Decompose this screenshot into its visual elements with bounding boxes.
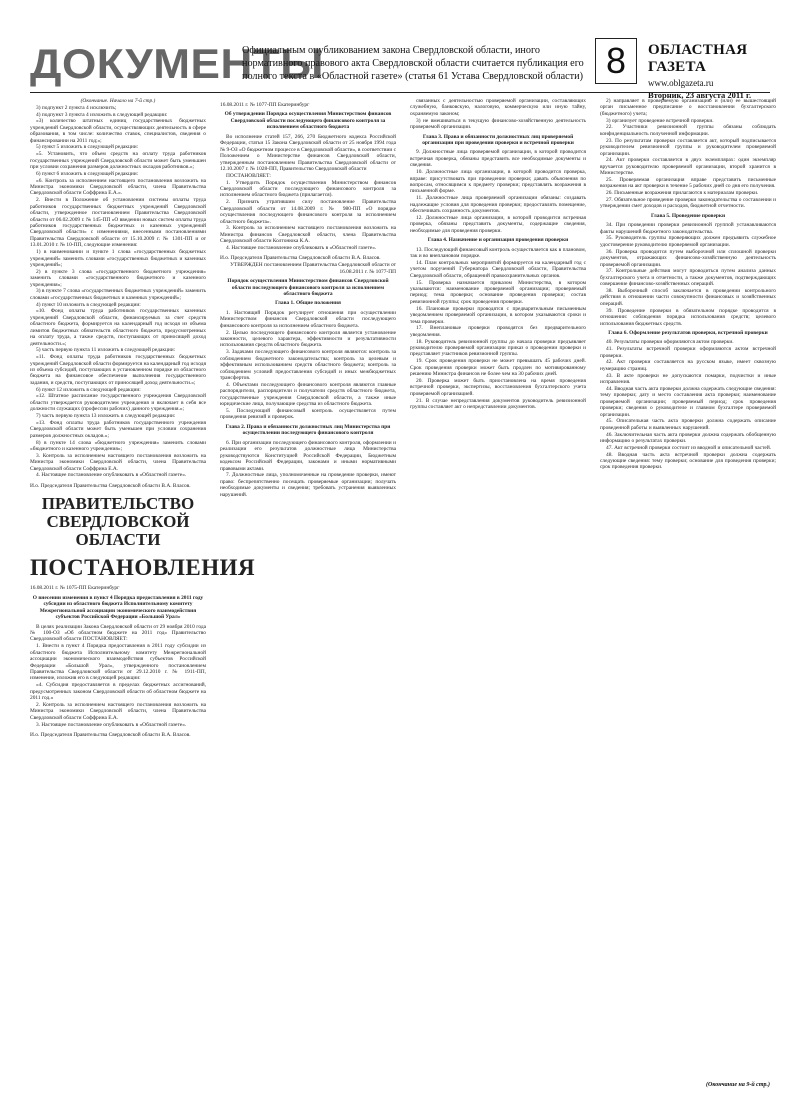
chapter2-items [220, 440, 396, 498]
paragraph: 3) в пункте 7 слова «государственных бюджетных учреждений» заменить словами «государственных бюджетных и казенных учреждений»; [30, 288, 206, 301]
paragraph: 1) в наименовании и пункте 1 слова «государственных бюджетных учреждений» заменить словами «государственных бюджетных и казенных учреждений»; [30, 249, 206, 268]
paragraph: 4. Настоящее постановление опубликовать в «Областной газете». [226, 245, 377, 251]
paragraph: 3. Контроль за исполнением настоящего постановления возложить на Министра экономики Свердловской области, члена Правительства Свердловской области Соффрина Е.А. [30, 452, 206, 472]
paragraph: 38. Выборочный способ заключается в проведении контрольного действия в отношении части совокупности финансовых и хозяйственных операций. [600, 287, 776, 307]
paragraph: 2) направляет в проверяемую организацию и (или) ее вышестоящий орган письменное предписание о восстановлении бухгалтерского (бюджетного) учета; [600, 98, 776, 117]
paragraph: 21. В случае непредставления документов руководитель ревизионной группы составляет акт о непредставлении документов. [410, 397, 586, 410]
signature: И.о. Председателя Правительства Свердловской области В.А. Власов. [220, 255, 381, 262]
paragraph: 3. Контроль за исполнением настоящего постановления возложить на Министра финансов Свердловской области, члена Правительства Свердловской области Колтонюка К.А. [220, 225, 396, 245]
chapter-heading: Глава 3. Права и обязанности должностных лиц проверяемой организации при проведении проверки и встречной проверки [422, 133, 574, 147]
paragraph: 4) подпункт 3 пункта 4 изложить в следующей редакции: [36, 111, 168, 118]
paragraph: 1. Настоящий Порядок регулирует отношения при осуществлении Министерством финансов Свердловской области последующего финансового контроля за исполнением областного бюджета. [220, 309, 396, 329]
paragraph: 8) в пункте 14 слова «бюджетного учреждения» заменить словами «бюджетного и казенного учреждения»; [30, 439, 206, 452]
paragraph: 11. Должностные лица проверяемой организации обязаны: создавать надлежащие условия для проведения проверки; предоставлять помещение, обеспечивать сохранность документов. [410, 195, 586, 215]
paragraph: связанных с деятельностью проверяемой организации, составляющих служебную, банковскую, налоговую, коммерческую или иную тайну, охраняемую законом; [410, 98, 586, 117]
col3-items [410, 98, 586, 131]
paragraph: 45. Описательная часть акта проверки должна содержать описание проведенной работы и выявленных нарушений. [600, 418, 776, 431]
paragraph: 1. Внести в пункт 4 Порядка предоставления в 2011 году субсидии из областного бюджета Исполнительному комитету Межрегиональной ассоциации экономического взаимодействия субъектов Российской Федерации «Большой Урал», утвержденного постановлением Правительства Свердловской области от 29.12.2010 г. № 1911-ПП, изменение, изложив его в следующей редакции: [30, 643, 206, 682]
continued-note: (Окончание на 9-й стр.) [706, 1082, 770, 1088]
paragraph: 4. Объектами последующего финансового контроля являются главные распорядители, распорядители и получатели средств областного бюджета, государственные учреждения Свердловской области, а также иные юридические лица, получающие средства из областного бюджета. [220, 381, 396, 408]
paragraph: 20. Проверка может быть приостановлена на время проведения встречной проверки, экспертизы, восстановления бухгалтерского учета проверяемой организацией. [410, 377, 586, 397]
paragraph: 5. Последующий финансовый контроль осуществляется путем проведения ревизий и проверок. [220, 407, 396, 421]
paragraph: В целях реализации Закона Свердловской области от 29 ноября 2010 года № 100-ОЗ «Об областном бюджете на 2011 год» Правительство Свердловской области ПОСТАНОВЛЯЕТ: [30, 623, 206, 643]
paragraph: 4. Настоящее постановление опубликовать в «Областной газете». [36, 472, 187, 479]
paragraph: 43. В акте проверки не допускаются помарки, подчистки и иные исправления. [600, 372, 776, 386]
column-1 [30, 98, 256, 1078]
signature: И.о. Председателя Правительства Свердловской области В.А. Власов. [30, 482, 191, 489]
column-4 [600, 98, 776, 1078]
paragraph: 10. Должностные лица организации, в которой проводится проверка, вправе: присутствовать при проведении проверки; давать объяснения по вопросам, относящимся к предмету проверки; представлять возражения в письменной форме. [410, 169, 586, 195]
paragraph: 4) пункт 10 изложить в следующей редакции: [36, 301, 141, 308]
paragraph: Во исполнение статей 157, 266, 270 Бюджетного кодекса Российской Федерации, статьи 15 Закона Свердловской области от 25 ноября 1994 года № 9-ОЗ «О бюджетном процессе в Свердловской области», в соответствии с Положением о Министерстве финансов Свердловской области, утвержденным постановлением Правительства Свердловской области от 12.10.2007 г. № 1028-ПП, Правительство Свердловской области [220, 133, 396, 173]
paragraph: «10. Фонд оплаты труда работников государственных казенных учреждений Свердловской области, финансируемых за счет средств областного бюджета, формируется на календарный год исходя из объема лимитов бюджетных обязательств областного бюджета, предусмотренных на оплату труда, а также средств, поступающих от приносящей доход деятельности.»; [30, 308, 206, 347]
doc-title: Об утверждении Порядка осуществления Министерством финансов Свердловской области последующего финансового контроля за исполнением областного бюджета [224, 111, 392, 131]
paragraph: 15. Проверка назначается приказом Министерства, в котором указываются: наименование проверяемой организации; проверяемый период; тема проверки; основание проведения проверки; состав ревизионной группы; срок проведения проверки. [410, 279, 586, 305]
paragraph: 47. Акт встречной проверки состоит из вводной и описательной частей. [606, 444, 772, 451]
paragraph: «11. Фонд оплаты труда работников государственных бюджетных учреждений Свердловской области формируется на календарный год исходя из объема субсидий, поступающих в установленном порядке из областного бюджета на финансовое обеспечение выполнения государственного задания, и средств, поступающих от приносящей доход деятельности.»; [30, 354, 206, 386]
doc-meta: 16.08.2011 г. № 1075-ПП Екатеринбург [30, 585, 120, 592]
column-2 [220, 98, 396, 1078]
doc-meta: 16.08.2011 г. № 1077-ПП Екатеринбург [220, 102, 310, 108]
website-link[interactable]: www.oblgazeta.ru [648, 78, 714, 88]
paragraph: 3. Настоящее постановление опубликовать в «Областной газете». [36, 721, 187, 728]
paragraph: 5) часть первую пункта 11 изложить в следующей редакции: [36, 347, 176, 354]
paragraph: 48. Вводная часть акта встречной проверки должна содержать следующие сведения: тему проверки; основание для проведения проверки; срок проведения проверки. [600, 451, 776, 471]
chapter-heading: Глава 6. Оформление результатов проверки, встречной проверки [608, 329, 768, 336]
chapter-heading: Глава 5. Проведение проверки [650, 212, 726, 219]
paragraph: 2. Контроль за исполнением настоящего постановления возложить на Министра экономики Свердловской области, члена Правительства Свердловской области Соффрина Е.А. [30, 701, 206, 721]
paragraph: 7) часть первую пункта 13 изложить в следующей редакции: [36, 413, 176, 420]
paragraph: 6) пункт 6 изложить в следующей редакции: [36, 170, 139, 177]
paragraph: 26. Письменные возражения прилагаются к материалам проверки. [606, 190, 759, 197]
paragraph: 36. Проверка проводится путем выборочной или сплошной проверки документов, отражающих финансово-хозяйственную деятельность проверяемой организации. [600, 248, 776, 268]
chapter3-items [410, 149, 586, 234]
continuation-note: (Окончание. Начало на 7-й стр.) [80, 98, 156, 104]
paragraph: «12. Штатное расписание государственного учреждения Свердловской области утверждается руководителем учреждения и включает в себя все должности служащих (профессии рабочих) данного учреждения.»; [30, 393, 206, 413]
chapter4-items [410, 247, 586, 411]
publication-notice: Официальным опубликованием закона Свердловской области, иного нормативного правового акта Свердловской области считается публикация его полного текста в «Областной газете» (статья 61 Устава Свердловской области) [242, 45, 584, 82]
paragraph: 2. Внести в Положение об установлении системы оплаты труда работников государственных бюджетных учреждений Свердловской области, утвержденное постановлением Правительства Свердловской области от 06.02.2009 г. № 145-ПП «О введении новых систем оплаты труда работников государственных бюджетных и казенных учреждений Свердловской области» с изменениями, внесенными постановлениями Правительства Свердловской области от 15.10.2009 г. № 1301-ПП и от 13.01.2010 г. № 10-ПП, следующие изменения: [30, 197, 206, 249]
paragraph: 22. Участники ревизионной группы обязаны соблюдать конфиденциальность полученной информации. [600, 124, 776, 137]
paragraph: 16. Плановые проверки проводятся с предварительным письменным уведомлением проверяемой организации, в котором указываются сроки и тема проверки. [410, 305, 586, 325]
chapter-heading: Глава 4. Назначение и организация проведения проверки [427, 237, 569, 244]
paragraph: ПОСТАНОВЛЯЕТ: [226, 172, 271, 179]
paragraph: 13. Последующий финансовый контроль осуществляется как в плановом, так и во внеплановом порядке. [410, 246, 586, 260]
column-3 [410, 98, 586, 1078]
paragraph: 35. Руководитель группы проверяющих должен предъявить служебное удостоверение руководителю проверяемой организации. [600, 235, 776, 248]
paragraph: 2. Целью последующего финансового контроля является установление законности, целевого характера, эффективности и результативности использования средств областного бюджета. [220, 329, 396, 349]
chapter-heading: Глава 1. Общие положения [275, 300, 341, 307]
doc-title: О внесении изменения в пункт 4 Порядка предоставления в 2011 году субсидии из областного бюджета Исполнительному комитету Межрегиональной ассоциации экономического взаимодействия субъектов Российской Федерации «Большой Урал» [32, 594, 204, 621]
page-header [30, 38, 770, 100]
paragraph: 14. План контрольных мероприятий формируется на календарный год с учетом поручений Губернатора Свердловской области, Правительства Свердловской области, обращений правоохранительных органов. [410, 259, 586, 279]
paragraph: 41. Результаты встречной проверки оформляются актом встречной проверки. [600, 346, 776, 359]
issue-date: Вторник, 23 августа 2011 г. [648, 90, 752, 100]
paragraph: 3. Задачами последующего финансового контроля являются: контроль за соблюдением бюджетного законодательства; контроль за целевым и эффективным использованием средств областного бюджета; контроль за соблюдением условий предоставления субсидий и иных межбюджетных трансфертов. [220, 349, 396, 382]
government-heading: ПРАВИТЕЛЬСТВО СВЕРДЛОВСКОЙ ОБЛАСТИ [41, 494, 195, 550]
paragraph: 24. Акт проверки составляется в двух экземплярах: один экземпляр вручается руководителю проверяемой организации, второй хранится в Министерстве. [600, 157, 776, 177]
resolutions-heading: ПОСТАНОВЛЕНИЯ [30, 555, 256, 581]
order-title: Порядок осуществления Министерством финансов Свердловской области последующего финансового контроля за исполнением областного бюджета [227, 278, 389, 298]
paragraph: 3) организует проведение встречной проверки. [606, 117, 714, 124]
paragraph: 3) не вмешиваться в текущую финансово-хозяйственную деятельность проверяемой организации. [410, 117, 586, 131]
paragraph: 6) пункт 12 изложить в следующей редакции: [36, 386, 141, 393]
paragraph: 18. Руководитель ревизионной группы до начала проверки предъявляет руководителю проверяемой организации приказ о проведении проверки и представляет участников ревизионной группы. [410, 338, 586, 358]
approval-stamp: УТВЕРЖДЕН постановлением Правительства Свердловской области от 16.08.2011 г. № 1077-ПП [230, 262, 396, 275]
paragraph: 12. Должностные лица организации, в которой проводится встречная проверка, обязаны представить документы, содержащие сведения, необходимые для проведения проверки. [410, 214, 586, 234]
paragraph: 23. По результатам проверки составляется акт, который подписывается руководителем ревизионной группы и руководителем проверяемой организации. [600, 137, 776, 157]
paragraph: 37. Контрольные действия могут проводиться путем анализа данных бухгалтерского учета и отчетности, а также документов, подтверждающих совершение финансово-хозяйственных операций. [600, 268, 776, 288]
doc2-signature: И.о. Председателя Правительства Свердловской области В.А. Власов. [30, 731, 191, 738]
col4-items [600, 98, 776, 210]
paragraph: 44. Вводная часть акта проверки должна содержать следующие сведения: тему проверки; дату и место составления акта проверки; наименование проверяемой организации; проверяемый период; срок проведения проверки; сведения о руководителе и главном бухгалтере проверяемой организации. [600, 385, 776, 418]
paragraph: 42. Акт проверки составляется на русском языке, имеет сквозную нумерацию страниц. [600, 359, 776, 372]
col1-items [30, 105, 206, 479]
header-rule [30, 92, 770, 93]
paragraph: 19. Срок проведения проверки не может превышать 45 рабочих дней. Срок проведения проверки может быть продлен по мотивированному решению Министра финансов не более чем на 30 рабочих дней. [410, 358, 586, 378]
col2-items [220, 134, 396, 252]
paragraph: 27. Обязательное проведение проверки законодательства о составлении и утверждении смет доходов и расходов, бюджетной отчетности. [600, 196, 776, 210]
paragraph: 46. Заключительная часть акта проверки должна содержать обобщенную информацию о результатах проверки. [600, 431, 776, 444]
paragraph: 40. Результаты проверки оформляются актом проверки. [606, 339, 734, 346]
paragraph: «6. Контроль за исполнением настоящего постановления возложить на Министра экономики Свердловской области, члена Правительства Свердловской области Соффрина Е.А.». [30, 177, 206, 197]
chapter-heading: Глава 2. Права и обязанности должностных лиц Министерства при осуществлении последующего финансового контроля [225, 423, 391, 437]
paragraph: 7. Должностные лица, уполномоченные на проведение проверки, имеют право: беспрепятственно посещать проверяемые организации; получать необходимые документы и сведения; требовать устранения выявленных нарушений. [220, 472, 396, 498]
chapter5-items [600, 222, 776, 327]
paragraph: 6. При организации последующего финансового контроля, оформлении и реализации его результатов должностные лица Министерства руководствуются Конституцией Российской Федерации, Бюджетным кодексом Российской Федерации, законами и иными нормативными правовыми актами. [220, 439, 396, 472]
paragraph: 2. Признать утратившим силу постановление Правительства Свердловской области от 14.08.2009 г. № 980-ПП «О порядке осуществления последующего финансового контроля за исполнением областного бюджета». [220, 199, 396, 225]
paragraph: «3) количество штатных единиц государственных бюджетных учреждений Свердловской области, осуществляющих деятельность в сфере образования, в том числе: количество ставок, специалистов, сведения о финансировании на 2011 год;»; [30, 118, 206, 144]
paragraph: 1. Утвердить Порядок осуществления Министерством финансов Свердловской области последующего финансового контроля за исполнением областного бюджета (прилагается). [220, 179, 396, 199]
newspaper-name: ОБЛАСТНАЯ ГАЗЕТА [648, 42, 748, 75]
chapter1-items [220, 310, 396, 421]
paragraph: «4. Субсидия предоставляется в пределах бюджетных ассигнований, предусмотренных законом Свердловской области об областном бюджете на 2011 год.» [30, 682, 206, 702]
paragraph: 39. Проведение проверки в обязательном порядке проводится в отношении: соблюдения порядка использования средств; целевого использования бюджетных средств. [600, 307, 776, 327]
doc2-items [30, 624, 206, 728]
paragraph: «5. Установить, что объем средств на оплату труда работников государственных учреждений Свердловской области может быть уменьшен при условии сохранения размеров должностных окладов работников.»; [30, 151, 206, 171]
paragraph: 3) подпункт 2 пункта 4 исключить; [36, 104, 117, 111]
section-title: ДОКУМЕНТЫ [30, 40, 325, 87]
paragraph: 34. При проведении проверки ревизионной группой устанавливаются факты нарушений бюджетного законодательства. [600, 222, 776, 235]
paragraph: 2) в пункте 3 слова «государственного бюджетного учреждения» заменить словами «государственного бюджетного и казенного учреждения»; [30, 268, 206, 288]
chapter6-items [600, 339, 776, 470]
paragraph: 9. Должностные лица проверяемой организации, в которой проводится встречная проверка, обязаны представить все необходимые документы и сведения. [410, 149, 586, 169]
paragraph: 25. Проверяемая организация вправе представить письменные возражения на акт проверки в течение 5 рабочих дней со дня его получения. [600, 176, 776, 190]
paragraph: 5) пункт 5 изложить в следующей редакции: [36, 144, 139, 151]
paragraph: «13. Фонд оплаты труда работников государственного учреждения Свердловской области может быть уменьшен при условии сохранения размеров должностных окладов.»; [30, 419, 206, 439]
page-number: 8 [595, 38, 637, 84]
paragraph: 17. Внеплановые проверки проводятся без предварительного уведомления. [410, 325, 586, 338]
